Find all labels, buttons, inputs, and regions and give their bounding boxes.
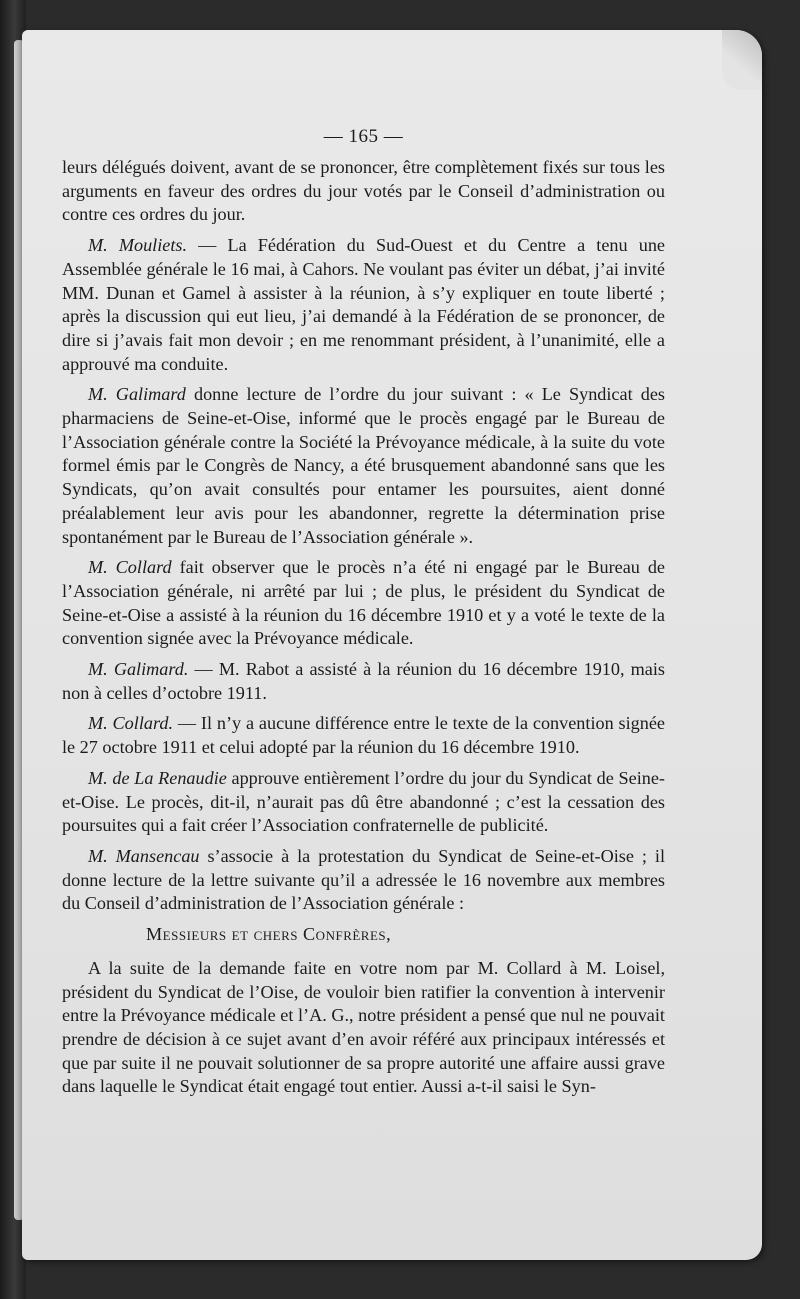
paragraph-mouliets bbox=[62, 234, 665, 376]
book-page bbox=[22, 30, 762, 1260]
letter-salutation: Messieurs et chers Confrères, bbox=[146, 924, 392, 945]
speaker-name: M. de La Renaudie bbox=[88, 767, 227, 788]
paragraph-collard-2 bbox=[62, 712, 665, 759]
page-text bbox=[62, 126, 666, 1106]
paragraph-text: s’associe à la protestation du Syndicat de Seine-et-Oise ; il donne lecture de la lettre suivante qu’il a adressée le 16 novembre aux membres du Conseil d’administration de l’Association générale : bbox=[62, 845, 665, 914]
paragraph-galimard-2 bbox=[62, 658, 665, 705]
speaker-name: M. Mansencau bbox=[88, 845, 200, 866]
paragraph-text: leurs délégués doivent, avant de se prononcer, être complètement fixés sur tous les arguments en faveur des ordres du jour votés par le Conseil d’administration ou contre ces ordres du jour. bbox=[62, 157, 665, 225]
speaker-name: M. Collard. bbox=[88, 713, 174, 734]
letter-paragraph: A la suite de la demande faite en votre nom par M. Collard à M. Loisel, président du Syndicat de l’Oise, de vouloir bien ratifier la convention à intervenir entre la Prévoyance médicale et l’A. G., notre président a pensé que nul ne pouvait prendre de décision à ce sujet avant d’en avoir référé aux principaux intéressés et que par suite il ne pouvait solutionner de sa propre autorité une affaire aussi grave dans laquelle le Syndicat était engagé tout entier. Aussi a-t-il saisi le Syn- bbox=[62, 957, 665, 1097]
paragraph-collard-1 bbox=[62, 556, 665, 651]
speaker-name: M. Mouliets. bbox=[88, 235, 188, 256]
paragraph-text: fait observer que le procès n’a été ni engagé par le Bureau de l’Association générale, ni arrêté par lui ; de plus, le président du Syndicat de Seine-et-Oise a assisté à la réunion du 16 décembre 1910 et y a voté le texte de la convention signée avec la Prévoyance médicale. bbox=[62, 557, 665, 649]
paragraph-mansencau bbox=[62, 845, 665, 916]
paragraph-text: — Il n’y a aucune différence entre le texte de la convention signée le 27 octobre 1911 et celui adopté par la réunion du 16 décembre 1910. bbox=[62, 713, 666, 758]
paragraph-text: — La Fédération du Sud-Ouest et du Centre a tenu une Assemblée générale le 16 mai, à Cahors. Ne voulant pas éviter un débat, j’ai invité MM. Dunan et Gamel à assister à la réunion, à s’y expliquer en toute liberté ; après la discussion qui eut lieu, j’ai demandé à la Fédération de se prononcer, de dire si j’avais fait mon devoir ; en me renommant président, à l’unanimité, elle a approuvé ma conduite. bbox=[62, 235, 665, 374]
paragraph-continuation bbox=[62, 156, 665, 227]
paragraph-renaudie bbox=[62, 767, 665, 838]
speaker-name: M. Galimard. bbox=[88, 659, 189, 680]
speaker-name: M. Collard bbox=[88, 557, 172, 578]
page-corner-fold bbox=[722, 30, 762, 90]
paragraph-galimard-1 bbox=[62, 383, 665, 549]
paragraph-text: donne lecture de l’ordre du jour suivant : « Le Syndicat des pharmaciens de Seine-et-Oise, informé que le procès engagé par le Bureau de l’Association générale contre la Société la Prévoyance médicale, à la suite du vote formel émis par le Congrès de Nancy, a été brusquement abandonné sans que les Syndicats, qu’on avait consultés pour entamer les poursuites, aient donné préalablement leur avis pour les abandonner, regrette la détermination prise spontanément par le Bureau de l’Association générale ». bbox=[62, 384, 665, 547]
paragraph-text: approuve entièrement l’ordre du jour du Syndicat de Seine-et-Oise. Le procès, dit-il, n’aurait pas dû être abandonné ; c’est la cessation des poursuites qui a fait créer l’Association confraternelle de publicité. bbox=[62, 767, 665, 836]
page-number: — 165 — bbox=[323, 126, 404, 147]
paragraph-text: — M. Rabot a assisté à la réunion du 16 décembre 1910, mais non à celles d’octobre 1911. bbox=[62, 659, 665, 703]
speaker-name: M. Galimard bbox=[88, 384, 186, 405]
